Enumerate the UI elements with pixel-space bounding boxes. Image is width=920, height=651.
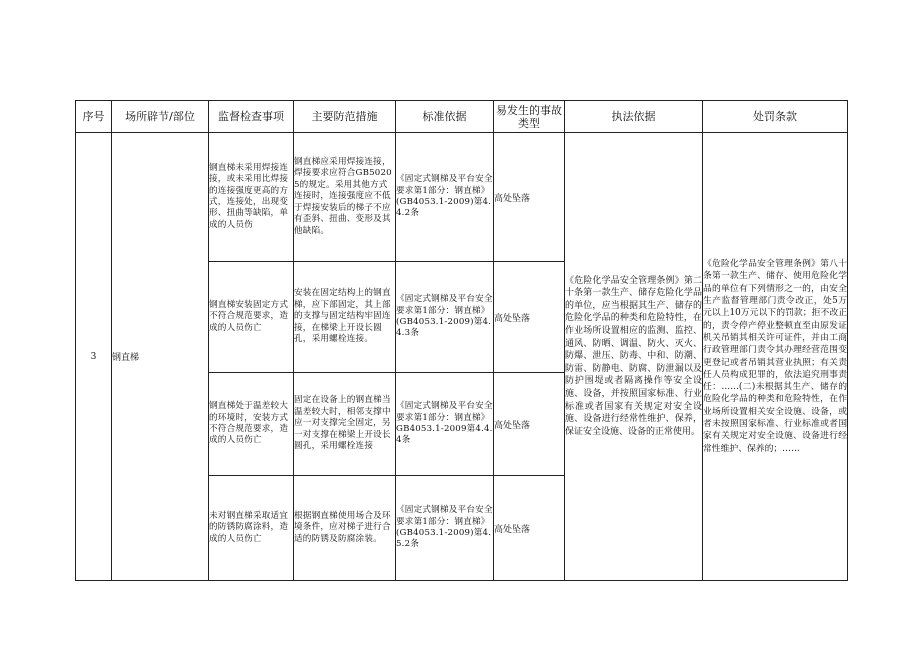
standard-cell: 《固定式钢梯及平台安全要求第1部分：钢直梯》GB4053.1-2009第4.4.4条 <box>396 373 494 476</box>
accident-cell: 高处坠落 <box>494 373 565 476</box>
header-location: 场所辟节/部位 <box>112 101 209 133</box>
seq-cell: 3 <box>76 133 112 581</box>
measures-cell: 安装在固定结构上的钢直梯，应下部固定，其上部的支撑与固定结构牢固连接，在梯梁上开设长圆孔，采用螺栓连接。 <box>294 262 396 373</box>
item-cell: 钢直梯安装固定方式不符合规范要求，造成的人员伤亡 <box>209 262 294 373</box>
header-item: 监督检查事项 <box>209 101 294 133</box>
header-row <box>76 101 848 133</box>
measures-cell: 钢直梯应采用焊接连接，焊接要求应符合GB50205的规定。采用其他方式连接时，连接强度应不低于焊接安装后的梯子不应有歪斜、扭曲、变形及其他缺陷。 <box>294 133 396 262</box>
table-row <box>76 133 848 262</box>
item-cell: 钢直梯处于温差较大的环境时，安装方式不符合规范要求，造成的人员伤亡 <box>209 373 294 476</box>
header-seq: 序号 <box>76 101 112 133</box>
measures-cell: 固定在设备上的钢直梯当温差较大时，相邻支撑中应一对支撑完全固定，另一对支撑在梯梁上开设长圆孔，采用螺栓连接 <box>294 373 396 476</box>
header-penalty: 处罚条款 <box>703 101 848 133</box>
standard-cell: 《固定式钢梯及平台安全要求第1部分：钢直梯》(GB4053.1-2009)第4.4.2条 <box>396 133 494 262</box>
header-accident: 易发生的事故类型 <box>494 101 565 133</box>
accident-cell: 高处坠落 <box>494 262 565 373</box>
standard-cell: 《固定式钢梯及平台安全要求第1部分：钢直梯》(GB4053.1-2009)第4.4.3条 <box>396 262 494 373</box>
header-law: 执法依据 <box>565 101 703 133</box>
item-cell: 钢直梯未采用焊接连接，或未采用比焊接的连接强度更高的方式，连接处，出现变形、扭曲等缺陷，单成的人员伤 <box>209 133 294 262</box>
measures-cell: 根据钢直梯使用场合及环境条件，应对梯子进行合适的防锈及防腐涂装。 <box>294 476 396 581</box>
accident-cell: 高处坠落 <box>494 476 565 581</box>
law-cell: 《危险化学品安全管理条例》第二十条第一款生产、储存危险化学品的单位，应当根据其生产、储存的危险化学品的种类和危险特性，在作业场所设置相应的监测、监控、通风、防晒、调温、防火、灭火、防爆、泄压、防毒、中和、防潮、防雷、防静电、防腐、防泄漏以及防护围堤或者隔离操作等安全设施、设备，并按照国家标准、行业标准或者国家有关规定对安全设施、设备进行经常性维护、保养，保证安全设施、设备的正常使用。 <box>565 133 703 581</box>
regulation-table <box>75 100 848 581</box>
header-standard: 标准依据 <box>396 101 494 133</box>
penalty-cell: 《危险化学品安全管理条例》第八十条第一款生产、储存、使用危险化学品的单位有下列情形之一的，由安全生产监督管理部门责令改正，处5万元以上10万元以下的罚款；拒不改正的，责令停产停业整顿直至由原发证机关吊销其相关许可证件，并由工商行政管理部门责令其办理经营范围变更登记或者吊销其营业执照；有关责任人员构成犯罪的，依法追究刑事责任：……(二)未根据其生产、储存的危险化学品的种类和危险特性，在作业场所设置相关安全设施、设备，或者未按照国家标准、行业标准或者国家有关规定对安全设施、设备进行经常性维护、保养的；…… <box>703 133 848 581</box>
standard-cell: 《固定式钢梯及平台安全要求第1部分：钢直梯》(GB4053.1-2009)第4.5.2条 <box>396 476 494 581</box>
item-cell: 未对钢直梯采取适宜的防锈防腐涂料，造成的人员伤亡 <box>209 476 294 581</box>
location-cell: 钢直梯 <box>112 133 209 581</box>
header-measures: 主要防范措施 <box>294 101 396 133</box>
accident-cell: 高处坠落 <box>494 133 565 262</box>
